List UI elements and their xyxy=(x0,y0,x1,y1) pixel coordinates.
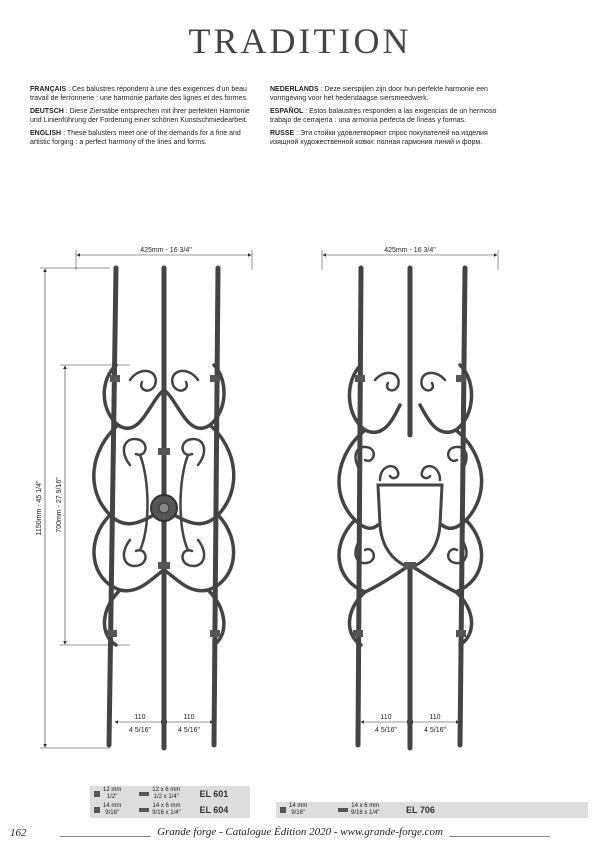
width-label-right: 425mm - 16 3/4" xyxy=(384,247,436,254)
desc-ru: RUSSE : Эти стойки удовлетворяют спрос покупателей на изделия изящной художественной ковки: полная гармония линий и форм. xyxy=(270,130,488,146)
height-total-label: 1150mm - 45 1/4" xyxy=(36,480,43,536)
spec-square-inch: 9/16" xyxy=(291,810,306,816)
spacing-in-1: 4 5/16" xyxy=(129,727,151,734)
baluster-el601-drawing xyxy=(94,268,234,748)
footer-text: Grande forge - Catalogue Édition 2020 - www.grande-forge.com xyxy=(151,826,449,838)
spec-row xyxy=(276,802,588,818)
desc-es: ESPAÑOL : Estos balaustres responden a las exigencias de un hermoso trabajo de cerrajería : una armonía perfecta de líneas y formas. xyxy=(270,108,497,124)
desc-nl: NEDERLANDS : Deze sierspijlen zijn door hun perfekte harmonie een vormgeving voor het hedendaagse siersmeedwerk. xyxy=(270,86,488,102)
spec-square-inch: 1/2" xyxy=(106,794,118,800)
page-number: 162 xyxy=(10,827,27,839)
spacing-mm-3: 110 xyxy=(380,714,392,721)
spec-square-inch: 9/16" xyxy=(105,810,120,816)
square-bar-icon xyxy=(94,791,100,797)
footer xyxy=(0,826,600,838)
flat-bar-icon xyxy=(139,808,149,812)
spec-flat-inch: 1/2 x 1/4" xyxy=(153,794,179,800)
description-left xyxy=(30,85,262,151)
desc-en: ENGLISH : These balusters meet one of the demands for a fine and artistic forging : a perfect harmony of the lines and forms. xyxy=(30,130,241,146)
spec-flat-inch: 9/16 x 1/4" xyxy=(152,810,181,816)
baluster-el706-drawing xyxy=(339,268,482,748)
spec-square-size: 14 mm xyxy=(103,803,122,809)
product-code: EL 706 xyxy=(406,804,435,815)
width-label-left: 425mm - 16 3/4" xyxy=(140,247,192,254)
spec-row xyxy=(90,802,250,818)
spec-square-size: 14 mm xyxy=(289,803,308,809)
specs-right xyxy=(276,802,588,818)
spacing-mm-2: 110 xyxy=(183,714,195,721)
desc-fr: FRANÇAIS : Ces balustres répondent à une des exigences d'un beau travail de ferronnerie : une harmonie parfaite des lignes et des formes. xyxy=(30,86,248,102)
product-code: EL 601 xyxy=(199,788,229,799)
square-bar-icon xyxy=(94,807,100,813)
spacing-mm-1: 110 xyxy=(134,714,146,721)
flat-bar-icon xyxy=(139,792,149,796)
spec-row xyxy=(90,786,250,802)
spacing-in-2: 4 5/16" xyxy=(178,727,200,734)
spec-flat-size: 14 x 6 mm xyxy=(351,803,380,809)
description-right xyxy=(270,85,502,151)
spec-square-size: 12 mm xyxy=(103,787,122,793)
spacing-in-4: 4 5/16" xyxy=(424,727,446,734)
product-code: EL 604 xyxy=(199,804,229,815)
specs-left xyxy=(90,786,250,818)
desc-de: DEUTSCH : Diese Zierstäbe entsprechen mit ihrer perfekten Harmonie und Linienführung der Forderung einer schönen Kunstschmiedearbeit. xyxy=(30,108,250,124)
spacing-mm-4: 110 xyxy=(429,714,441,721)
baluster-drawings xyxy=(0,240,600,760)
height-inner-label: 700mm - 27 9/16" xyxy=(56,477,63,533)
spacing-in-3: 4 5/16" xyxy=(375,727,397,734)
square-bar-icon xyxy=(280,807,286,813)
spec-flat-inch: 9/16 x 1/4" xyxy=(351,810,380,816)
flat-bar-icon xyxy=(338,808,348,812)
spec-flat-size: 14 x 6 mm xyxy=(152,803,181,809)
page-title: TRADITION xyxy=(188,21,412,61)
spec-flat-size: 12 x 6 mm xyxy=(152,787,181,793)
